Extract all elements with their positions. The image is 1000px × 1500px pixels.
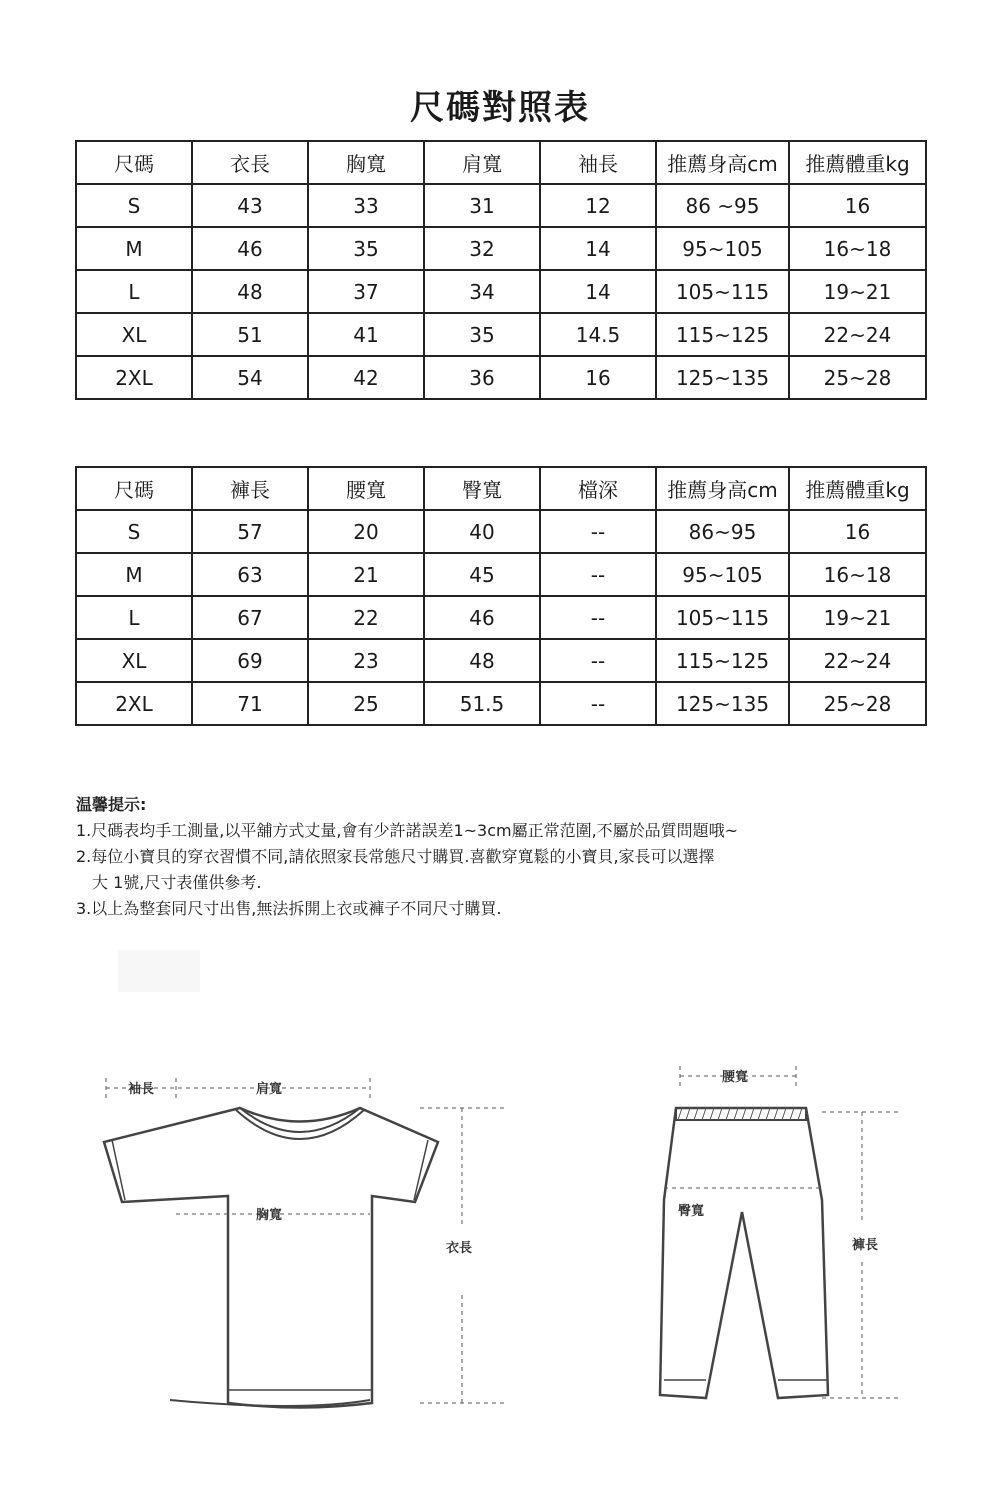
- pants-measure-lines: [664, 1066, 898, 1398]
- header-cell: 臀寬: [424, 467, 540, 510]
- hip-label: 臀寬: [678, 1204, 705, 1219]
- table-cell: 48: [424, 639, 540, 682]
- header-cell: 袖長: [540, 141, 656, 184]
- table-cell: 25~28: [789, 682, 926, 725]
- header-cell: 推薦體重kg: [789, 467, 926, 510]
- table-cell: 57: [192, 510, 308, 553]
- faint-placeholder-box: [118, 950, 200, 992]
- garment-diagram: [0, 1050, 1000, 1500]
- bottom-size-table: [75, 466, 927, 726]
- table-cell: --: [540, 639, 656, 682]
- notes-section: [76, 792, 738, 922]
- table-cell: 21: [308, 553, 424, 596]
- note-line: 3.以上為整套同尺寸出售,無法拆開上衣或褲子不同尺寸購買.: [76, 899, 502, 918]
- table-cell: 22: [308, 596, 424, 639]
- table-cell: XL: [76, 639, 192, 682]
- table-cell: 31: [424, 184, 540, 227]
- table-cell: 45: [424, 553, 540, 596]
- table-cell: 33: [308, 184, 424, 227]
- sleeve-label: 袖長: [128, 1082, 155, 1097]
- table-cell: 16: [789, 184, 926, 227]
- table-row: [76, 553, 926, 596]
- table-row: [76, 184, 926, 227]
- table-cell: L: [76, 596, 192, 639]
- top-size-table: [75, 140, 927, 400]
- notes-title: 温馨提示:: [76, 795, 147, 814]
- table-cell: 20: [308, 510, 424, 553]
- table-cell: --: [540, 510, 656, 553]
- table-cell: 19~21: [789, 596, 926, 639]
- table-cell: S: [76, 184, 192, 227]
- tshirt-illustration: [104, 1108, 438, 1408]
- page-title: 尺碼對照表: [410, 88, 590, 128]
- table-cell: 35: [308, 227, 424, 270]
- table-header-row: [76, 141, 926, 184]
- table-cell: 46: [192, 227, 308, 270]
- table-cell: 86~95: [656, 510, 789, 553]
- header-cell: 腰寬: [308, 467, 424, 510]
- waistband-ribbing: [678, 1108, 802, 1120]
- table-row: [76, 270, 926, 313]
- table-cell: 95~105: [656, 553, 789, 596]
- pants-length-label: 褲長: [852, 1238, 879, 1253]
- table-cell: --: [540, 682, 656, 725]
- table-cell: 95~105: [656, 227, 789, 270]
- shoulder-label: 肩寬: [256, 1082, 283, 1097]
- chest-label: 胸寬: [256, 1208, 283, 1223]
- header-cell: 檔深: [540, 467, 656, 510]
- table-cell: 71: [192, 682, 308, 725]
- table-cell: 16: [540, 356, 656, 399]
- header-cell: 肩寬: [424, 141, 540, 184]
- table-cell: 2XL: [76, 356, 192, 399]
- table-cell: 51.5: [424, 682, 540, 725]
- table-cell: 43: [192, 184, 308, 227]
- header-cell: 推薦體重kg: [789, 141, 926, 184]
- table-cell: 12: [540, 184, 656, 227]
- table-cell: --: [540, 596, 656, 639]
- table-cell: 25: [308, 682, 424, 725]
- header-cell: 推薦身高cm: [656, 467, 789, 510]
- table-cell: 40: [424, 510, 540, 553]
- header-cell: 衣長: [192, 141, 308, 184]
- table-cell: 37: [308, 270, 424, 313]
- table-row: [76, 682, 926, 725]
- table-cell: 14: [540, 270, 656, 313]
- table-cell: 42: [308, 356, 424, 399]
- table-cell: 2XL: [76, 682, 192, 725]
- table-cell: 32: [424, 227, 540, 270]
- table-cell: 115~125: [656, 639, 789, 682]
- table-cell: 16: [789, 510, 926, 553]
- table-cell: M: [76, 553, 192, 596]
- header-cell: 尺碼: [76, 141, 192, 184]
- table-row: [76, 313, 926, 356]
- table-cell: 115~125: [656, 313, 789, 356]
- table-cell: 23: [308, 639, 424, 682]
- table-cell: XL: [76, 313, 192, 356]
- header-cell: 尺碼: [76, 467, 192, 510]
- table-cell: 105~115: [656, 596, 789, 639]
- table-cell: 69: [192, 639, 308, 682]
- table-cell: 63: [192, 553, 308, 596]
- header-cell: 胸寬: [308, 141, 424, 184]
- note-line: 2.每位小寶貝的穿衣習慣不同,請依照家長常態尺寸購買.喜歡穿寬鬆的小寶貝,家長可以選擇: [76, 847, 715, 866]
- table-cell: 51: [192, 313, 308, 356]
- table-row: [76, 639, 926, 682]
- table-cell: 16~18: [789, 227, 926, 270]
- table-cell: 19~21: [789, 270, 926, 313]
- table-cell: L: [76, 270, 192, 313]
- table-cell: 125~135: [656, 682, 789, 725]
- table-cell: 22~24: [789, 313, 926, 356]
- table-header-row: [76, 467, 926, 510]
- table-cell: 34: [424, 270, 540, 313]
- table-cell: 46: [424, 596, 540, 639]
- header-cell: 推薦身高cm: [656, 141, 789, 184]
- waist-label: 腰寬: [722, 1070, 749, 1085]
- note-line: 1.尺碼表均手工測量,以平舖方式丈量,會有少許諾誤差1~3cm屬正常范圍,不屬於品質問題哦~: [76, 821, 739, 840]
- table-row: [76, 356, 926, 399]
- table-cell: S: [76, 510, 192, 553]
- table-cell: 105~115: [656, 270, 789, 313]
- length-label: 衣長: [446, 1241, 473, 1256]
- table-cell: 67: [192, 596, 308, 639]
- pants-illustration: [660, 1108, 828, 1398]
- table-cell: M: [76, 227, 192, 270]
- table-cell: 25~28: [789, 356, 926, 399]
- table-row: [76, 510, 926, 553]
- table-cell: 125~135: [656, 356, 789, 399]
- table-cell: 14.5: [540, 313, 656, 356]
- table-cell: 16~18: [789, 553, 926, 596]
- table-cell: --: [540, 553, 656, 596]
- table-cell: 86 ~95: [656, 184, 789, 227]
- table-cell: 22~24: [789, 639, 926, 682]
- table-cell: 14: [540, 227, 656, 270]
- note-line: 大 1號,尺寸表僅供參考.: [92, 873, 262, 892]
- header-cell: 褲長: [192, 467, 308, 510]
- table-row: [76, 596, 926, 639]
- table-cell: 36: [424, 356, 540, 399]
- table-cell: 35: [424, 313, 540, 356]
- table-cell: 48: [192, 270, 308, 313]
- table-cell: 54: [192, 356, 308, 399]
- table-row: [76, 227, 926, 270]
- table-cell: 41: [308, 313, 424, 356]
